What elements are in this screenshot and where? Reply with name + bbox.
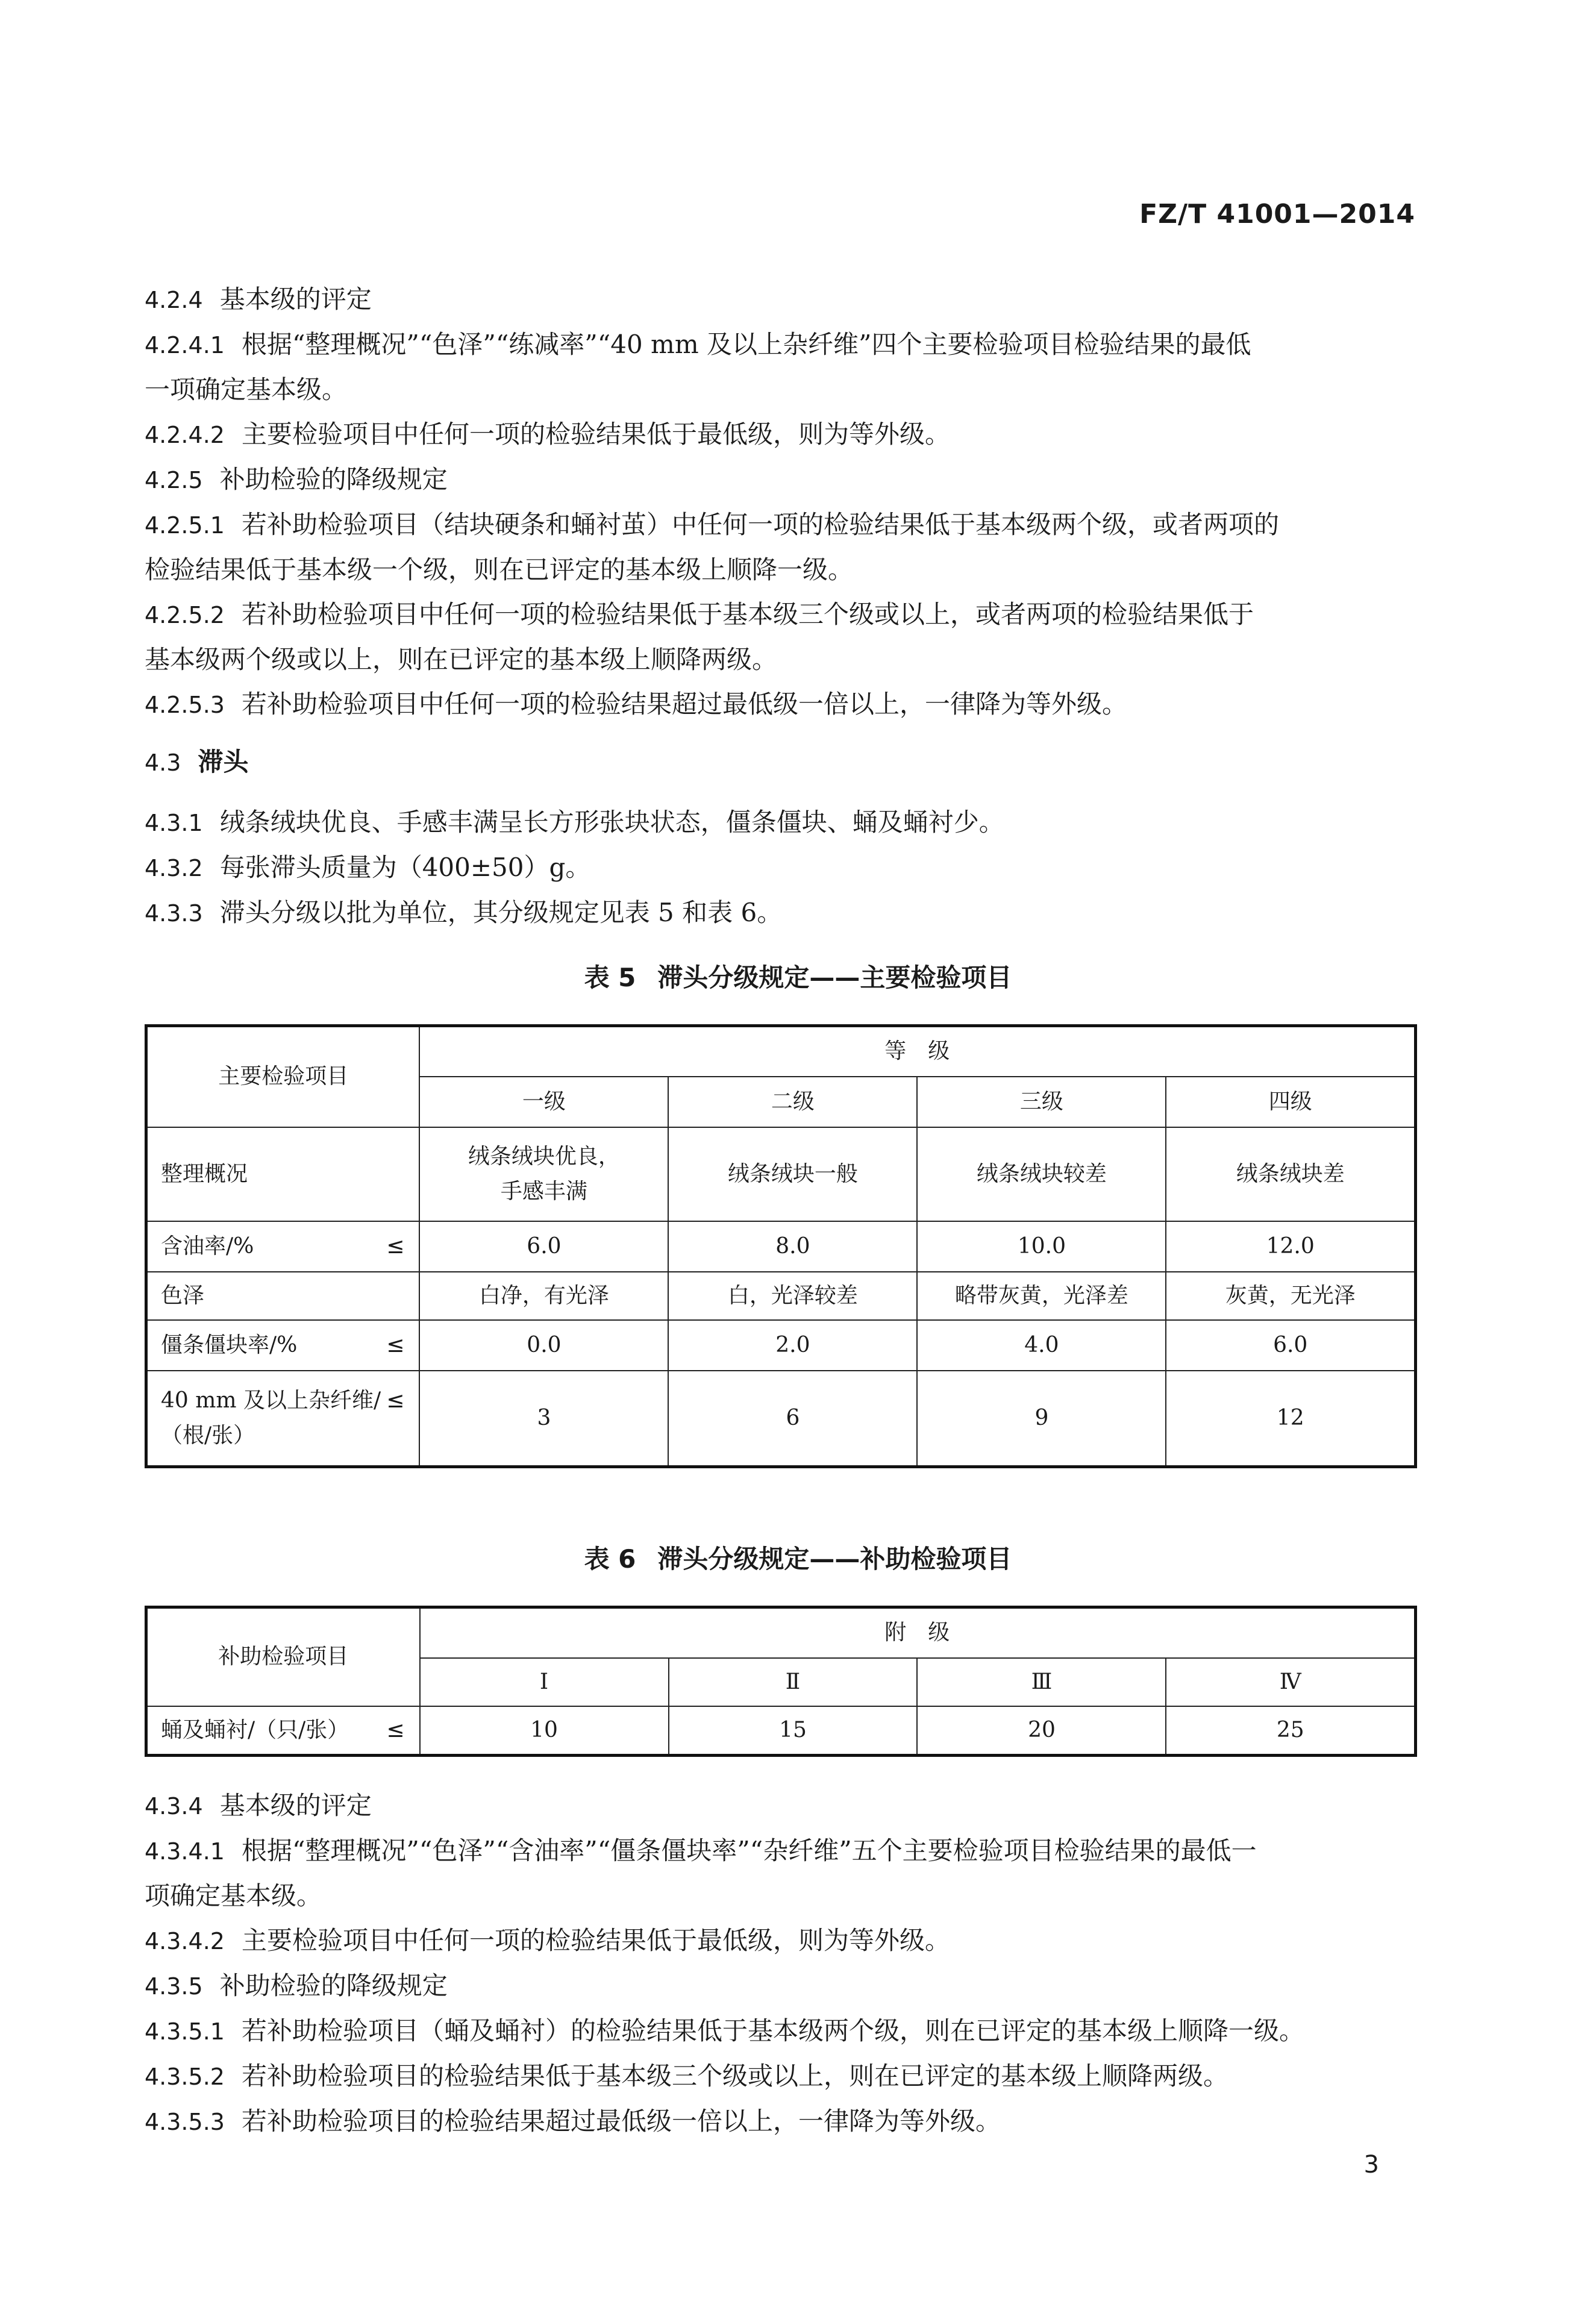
- table-cell: 6: [668, 1371, 917, 1467]
- table-5-grade-header: 四级: [1166, 1077, 1415, 1127]
- table-cell: 6.0: [1166, 1320, 1415, 1371]
- paragraph-4-2-5-2: 4.2.5.2 若补助检验项目中任何一项的检验结果低于基本级三个级或以上，或者两项的检验结果低于: [145, 599, 1254, 629]
- paragraph-4-3-4-1: 4.3.4.1 根据“整理概况”“色泽”“含油率”“僵条僵块率”“杂纤维”五个主要检验项目检验结果的最低一: [145, 1836, 1257, 1865]
- table-5-caption: 表 5 滞头分级规定——主要检验项目: [584, 963, 1012, 992]
- paragraph-4-2-4: 4.2.4 基本级的评定: [145, 284, 372, 314]
- table-cell: 白净，有光泽: [419, 1272, 668, 1320]
- table-row: [146, 1127, 1416, 1221]
- table-row: [146, 1706, 1416, 1756]
- table-cell: 15: [669, 1706, 918, 1756]
- table-cell: 3: [419, 1371, 668, 1467]
- table-5-grade-header: 一级: [419, 1077, 668, 1127]
- paragraph-4-3-3: 4.3.3 滞头分级以批为单位，其分级规定见表 5 和表 6。: [145, 898, 783, 927]
- section-4-2-4-block: [145, 277, 1416, 727]
- section-number: 4.3: [145, 749, 181, 776]
- paragraph-4-3-5-1: 4.3.5.1 若补助检验项目（蛹及蛹衬）的检验结果低于基本级两个级，则在已评定的基本级上顺降一级。: [145, 2016, 1304, 2045]
- table-row: [146, 1272, 1416, 1320]
- less-equal-sign: ≤: [386, 1388, 405, 1413]
- table-cell: 灰黄，无光泽: [1166, 1272, 1415, 1320]
- row-item-label: 40 mm 及以上杂纤维/ （根/张） ≤: [146, 1371, 420, 1467]
- table-6-grade-header: Ⅱ: [669, 1658, 918, 1706]
- less-equal-sign: ≤: [386, 1717, 405, 1742]
- paragraph-4-2-4-2: 4.2.4.2 主要检验项目中任何一项的检验结果低于最低级，则为等外级。: [145, 419, 950, 449]
- table-cell: 10: [420, 1706, 669, 1756]
- paragraph-4-2-5-1-cont: 检验结果低于基本级一个级，则在已评定的基本级上顺降一级。: [145, 555, 854, 584]
- table-cell: 绒条绒块优良， 手感丰满: [419, 1127, 668, 1221]
- page-number: 3: [1363, 2151, 1379, 2179]
- table-6-corner-header: 补助检验项目: [146, 1607, 420, 1706]
- section-title: 滞头: [198, 747, 249, 777]
- row-item-label: 色泽: [146, 1272, 420, 1320]
- section-4-3-4-block: [145, 1783, 1416, 2144]
- table-6-caption: 表 6 滞头分级规定——补助检验项目: [584, 1544, 1012, 1574]
- table-5-corner-header: 主要检验项目: [146, 1026, 420, 1127]
- paragraph-4-2-5-1: 4.2.5.1 若补助检验项目（结块硬条和蛹衬茧）中任何一项的检验结果低于基本级两个级，或者两项的: [145, 510, 1279, 539]
- table-cell: 8.0: [668, 1221, 917, 1272]
- table-cell: 白，光泽较差: [668, 1272, 917, 1320]
- table-cell: 25: [1166, 1706, 1415, 1756]
- table-cell: 略带灰黄，光泽差: [917, 1272, 1166, 1320]
- row-item-label: 蛹及蛹衬/（只/张） ≤: [146, 1706, 420, 1756]
- row-item-label: 整理概况: [146, 1127, 420, 1221]
- table-6-grade-header: Ⅳ: [1166, 1658, 1415, 1706]
- paragraph-4-3-4-2: 4.3.4.2 主要检验项目中任何一项的检验结果低于最低级，则为等外级。: [145, 1926, 950, 1955]
- section-4-3-heading: [145, 740, 1416, 785]
- table-cell: 12.0: [1166, 1221, 1415, 1272]
- table-cell: 4.0: [917, 1320, 1166, 1371]
- table-5-grade-header: 三级: [917, 1077, 1166, 1127]
- table-cell: 0.0: [419, 1320, 668, 1371]
- paragraph-4-2-5-2-cont: 基本级两个级或以上，则在已评定的基本级上顺降两级。: [145, 645, 778, 674]
- less-equal-sign: ≤: [386, 1233, 405, 1259]
- paragraph-4-2-5-3: 4.2.5.3 若补助检验项目中任何一项的检验结果超过最低级一倍以上，一律降为等外级。: [145, 689, 1127, 719]
- table-cell: 绒条绒块差: [1166, 1127, 1415, 1221]
- table-row: [146, 1371, 1416, 1467]
- table-6: [145, 1606, 1417, 1757]
- table-6-grade-header: Ⅲ: [917, 1658, 1166, 1706]
- table-5: [145, 1024, 1417, 1468]
- row-item-label: 僵条僵块率/% ≤: [146, 1320, 420, 1371]
- table-cell: 绒条绒块一般: [668, 1127, 917, 1221]
- paragraph-4-3-5-2: 4.3.5.2 若补助检验项目的检验结果低于基本级三个级或以上，则在已评定的基本级上顺降两级。: [145, 2061, 1228, 2091]
- table-row: [146, 1221, 1416, 1272]
- section-4-3-items: [145, 800, 1416, 936]
- table-cell: 20: [917, 1706, 1166, 1756]
- paragraph-4-2-4-1: 4.2.4.1 根据“整理概况”“色泽”“练减率”“40 mm 及以上杂纤维”四个主要检验项目检验结果的最低: [145, 330, 1251, 359]
- table-cell: 6.0: [419, 1221, 668, 1272]
- row-item-label: 含油率/% ≤: [146, 1221, 420, 1272]
- table-cell: 12: [1166, 1371, 1415, 1467]
- table-cell: 10.0: [917, 1221, 1166, 1272]
- paragraph-4-3-5-3: 4.3.5.3 若补助检验项目的检验结果超过最低级一倍以上，一律降为等外级。: [145, 2106, 1001, 2136]
- paragraph-4-3-4-1-cont: 项确定基本级。: [145, 1881, 322, 1910]
- table-5-group-header: 等 级: [419, 1026, 1415, 1077]
- table-6-group-header: 附 级: [420, 1607, 1416, 1658]
- table-6-grade-header: Ⅰ: [420, 1658, 669, 1706]
- less-equal-sign: ≤: [386, 1332, 405, 1357]
- paragraph-4-2-5: 4.2.5 补助检验的降级规定: [145, 465, 448, 494]
- paragraph-4-2-4-1-cont: 一项确定基本级。: [145, 375, 348, 404]
- table-row: [146, 1320, 1416, 1371]
- table-cell: 9: [917, 1371, 1166, 1467]
- paragraph-4-3-1: 4.3.1 绒条绒块优良、手感丰满呈长方形张块状态，僵条僵块、蛹及蛹衬少。: [145, 807, 1004, 837]
- table-cell: 2.0: [668, 1320, 917, 1371]
- table-5-grade-header: 二级: [668, 1077, 917, 1127]
- paragraph-4-3-2: 4.3.2 每张滞头质量为（400±50）g。: [145, 853, 591, 882]
- paragraph-4-3-4: 4.3.4 基本级的评定: [145, 1791, 372, 1820]
- standard-code: FZ/T 41001—2014: [1139, 199, 1415, 230]
- table-cell: 绒条绒块较差: [917, 1127, 1166, 1221]
- paragraph-4-3-5: 4.3.5 补助检验的降级规定: [145, 1971, 448, 2000]
